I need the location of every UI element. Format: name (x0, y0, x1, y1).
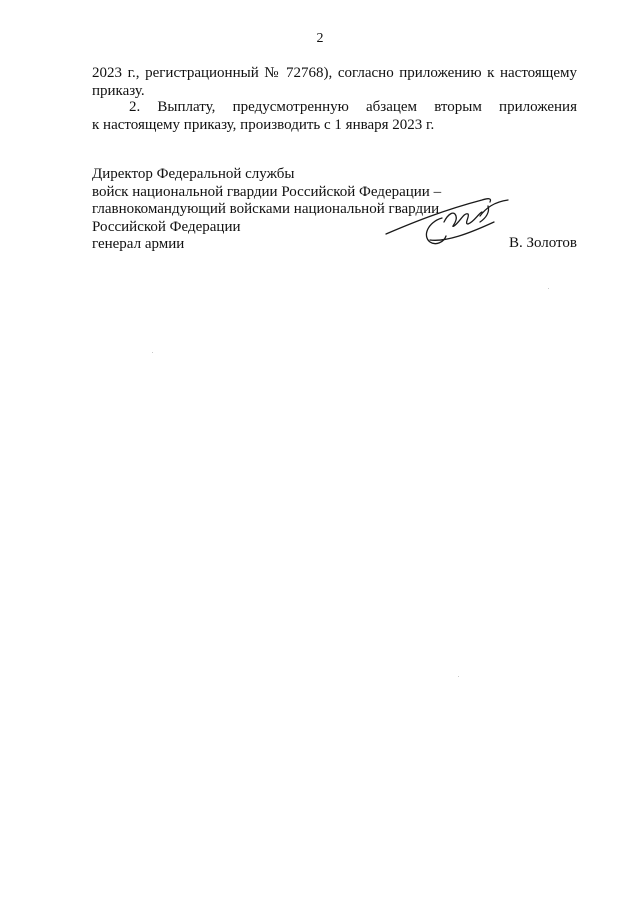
paragraph-2 (92, 98, 577, 134)
scan-speck (458, 676, 459, 677)
page-number: 2 (316, 31, 324, 46)
signatory-position-line-3: главнокомандующий войсками национальной гвардии (92, 201, 440, 218)
signatory-position-line-4: Российской Федерации (92, 218, 241, 235)
signatory-name: В. Золотов (508, 235, 577, 251)
scan-speck (548, 288, 549, 289)
signatory-position-line-2: войск национальной гвардии Российской Федерации – (92, 183, 442, 200)
paragraph-2-line-2: к настоящему приказу, производить с 1 января 2023 г. (92, 117, 435, 133)
paragraph-2-line-1: 2. Выплату, предусмотренную абзацем вторым приложения (129, 99, 577, 115)
signatory-rank: генерал армии (92, 236, 185, 253)
paragraph-1-line-2: приказу. (92, 83, 145, 99)
paragraph-1 (92, 64, 577, 100)
paragraph-1-line-1: 2023 г., регистрационный № 72768), согласно приложению к настоящему (92, 65, 577, 81)
handwritten-signature (384, 192, 514, 252)
scan-speck (152, 352, 153, 353)
signatory-position-line-1: Директор Федеральной службы (92, 166, 295, 182)
